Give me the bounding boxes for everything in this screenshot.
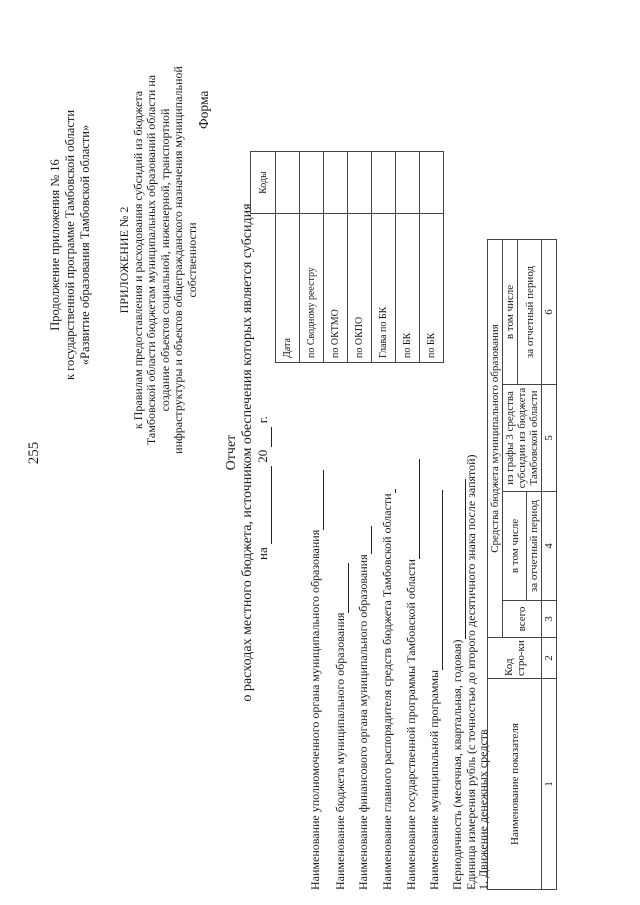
codes-row-value — [396, 152, 420, 214]
field-municipal-program — [427, 490, 443, 890]
section-title: 1. Движение денежных средств — [476, 729, 490, 890]
codes-row-value — [324, 152, 348, 214]
field-state-program — [404, 459, 420, 890]
col-header-subsidy: из графы 3 средства субсидии из бюджета Тамбовской области — [503, 385, 542, 492]
appendix-line: Тамбовской области бюджетам муниципальных образований области на — [144, 74, 158, 446]
col-number: 2 — [542, 638, 557, 679]
col-number: 3 — [542, 601, 557, 638]
col-group-header: Средства бюджета муниципального образования — [488, 240, 503, 638]
field-authorized-body — [308, 470, 324, 890]
field-finance-body — [356, 526, 372, 890]
col-number: 4 — [542, 492, 557, 601]
period-suffix: г. — [255, 416, 270, 424]
codes-row-value — [276, 152, 300, 214]
continuation-header — [48, 85, 93, 405]
codes-row-label: по БК — [396, 214, 420, 363]
col-number: 5 — [542, 385, 557, 492]
field-line — [404, 459, 420, 559]
period-year: 20 — [255, 449, 270, 463]
codes-row-label: по ОКПО — [348, 214, 372, 363]
codes-row-value — [348, 152, 372, 214]
appendix-line: собственности — [184, 222, 199, 298]
appendix-header — [118, 40, 199, 480]
col-header-reporting-period-2: за отчетный период — [518, 240, 542, 385]
col-number: 6 — [542, 240, 557, 385]
unit-note: Единица измерения рубль (с точностью до второго десятичного знака после запятой) — [464, 454, 478, 890]
report-period — [255, 416, 272, 560]
appendix-line: создание объектов социальной, инженерной, транспортной — [157, 108, 172, 412]
appendix-line: к Правилам предоставления и расходования субсидий из бюджета — [130, 90, 145, 430]
field-label: Наименование государственной программы Тамбовской области — [404, 559, 418, 890]
codes-row-label: по БК — [420, 214, 444, 363]
field-chief-administrator — [380, 489, 396, 890]
form-label: Форма — [196, 90, 211, 129]
periodicity-label: Периодичность (месячная, квартальная, годовая) — [450, 639, 464, 890]
period-blank — [255, 466, 272, 544]
appendix-line: инфраструктуры и объектов общегражданского назначения муниципальной — [171, 66, 185, 454]
field-label: Наименование муниципальной программы — [427, 669, 441, 890]
field-line — [356, 526, 372, 554]
col-header-including-2: в том числе — [503, 240, 518, 385]
field-label: Наименование уполномоченного органа муниципального образования — [308, 529, 322, 890]
codes-row-label: Глава по БК — [372, 214, 396, 363]
codes-row-value — [300, 152, 324, 214]
field-budget-name — [333, 563, 349, 890]
continuation-line: Продолжение приложения № 16 — [48, 159, 62, 331]
appendix-title: ПРИЛОЖЕНИЕ № 2 — [117, 206, 131, 314]
codes-row-value — [372, 152, 396, 214]
col-number: 1 — [542, 679, 557, 890]
field-label: Наименование финансового органа муниципального образования — [356, 554, 370, 890]
field-line — [333, 563, 349, 613]
col-header-line-code: Код стро-ки — [488, 638, 542, 679]
codes-row-label: по ОКТМО — [324, 214, 348, 363]
field-label: Наименование бюджета муниципального образования — [333, 612, 347, 890]
codes-row-value — [420, 152, 444, 214]
report-title: Отчет — [224, 434, 239, 471]
col-header-indicator: Наименование показателя — [488, 679, 542, 890]
continuation-line: к государственной программе Тамбовской области — [63, 109, 77, 381]
codes-row-label: по Сводному реестру — [300, 214, 324, 363]
codes-table — [250, 151, 444, 363]
codes-header: Коды — [251, 152, 276, 214]
field-line — [308, 470, 324, 530]
codes-row-label: Дата — [276, 214, 300, 363]
cash-flow-table — [487, 239, 557, 890]
col-header-total: всего — [503, 601, 542, 638]
codes-spacer — [251, 214, 276, 363]
page-number: 255 — [26, 441, 42, 465]
col-header-including-1: в том числе — [503, 492, 527, 601]
continuation-line: «Развитие образования Тамбовской области» — [78, 124, 92, 366]
report-subtitle: о расходах местного бюджета, источником обеспечения которых является субсидия — [240, 203, 255, 702]
period-prefix: на — [255, 547, 270, 560]
field-line — [427, 490, 443, 670]
col-header-reporting-period-1: за отчетный период — [527, 492, 542, 601]
field-line — [380, 489, 396, 493]
period-year-blank — [255, 427, 272, 447]
field-label: Наименование главного распорядителя средств бюджета Тамбовской области — [380, 493, 394, 890]
